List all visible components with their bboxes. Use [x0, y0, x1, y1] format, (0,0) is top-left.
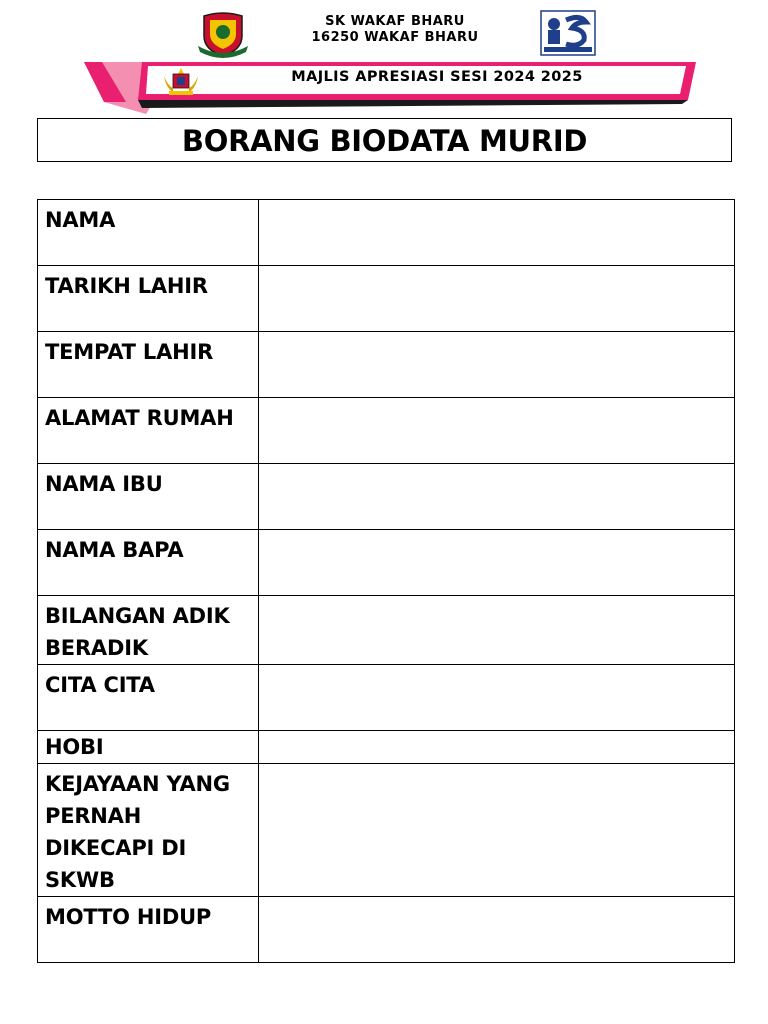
nama-field[interactable] — [259, 200, 735, 266]
row-label: ALAMAT RUMAH — [38, 398, 259, 464]
form-row-kejayaan — [38, 764, 735, 897]
row-label: NAMA — [38, 200, 259, 266]
form-title-box — [37, 118, 732, 162]
cita-cita-field[interactable] — [259, 665, 735, 731]
school-name-line1: SK WAKAF BHARU — [325, 14, 465, 29]
tarikh-lahir-field[interactable] — [259, 266, 735, 332]
bilangan-adik-beradik-field[interactable] — [259, 596, 735, 665]
form-row-nama-ibu — [38, 464, 735, 530]
school-name — [290, 14, 500, 46]
school-name-line2: 16250 WAKAF BHARU — [311, 30, 479, 45]
anniversary-logo-icon — [540, 10, 596, 56]
page-header — [0, 0, 768, 115]
form-row-alamat-rumah — [38, 398, 735, 464]
row-label: CITA CITA — [38, 665, 259, 731]
event-title: MAJLIS APRESIASI SESI 2024 2025 — [291, 69, 583, 85]
form-row-tempat-lahir — [38, 332, 735, 398]
alamat-rumah-field[interactable] — [259, 398, 735, 464]
tempat-lahir-field[interactable] — [259, 332, 735, 398]
row-label: NAMA IBU — [38, 464, 259, 530]
row-label: MOTTO HIDUP — [38, 897, 259, 963]
form-row-bilangan-adik-beradik — [38, 596, 735, 665]
row-label: TEMPAT LAHIR — [38, 332, 259, 398]
nama-ibu-field[interactable] — [259, 464, 735, 530]
form-row-nama — [38, 200, 735, 266]
hobi-field[interactable] — [259, 731, 735, 764]
row-label: HOBI — [38, 731, 259, 764]
biodata-form-table — [37, 199, 735, 963]
row-label: NAMA BAPA — [38, 530, 259, 596]
motto-hidup-field[interactable] — [259, 897, 735, 963]
kejayaan-field[interactable] — [259, 764, 735, 897]
form-row-motto-hidup — [38, 897, 735, 963]
form-title: BORANG BIODATA MURID — [181, 124, 588, 158]
row-label: KEJAYAAN YANG PERNAH DIKECAPI DI SKWB — [38, 764, 259, 897]
school-crest-icon — [196, 10, 250, 58]
form-row-hobi — [38, 731, 735, 764]
row-label: BILANGAN ADIK BERADIK — [38, 596, 259, 665]
nama-bapa-field[interactable] — [259, 530, 735, 596]
form-row-nama-bapa — [38, 530, 735, 596]
form-row-cita-cita — [38, 665, 735, 731]
row-label: TARIKH LAHIR — [38, 266, 259, 332]
form-row-tarikh-lahir — [38, 266, 735, 332]
malaysia-coat-of-arms-icon — [160, 66, 202, 98]
